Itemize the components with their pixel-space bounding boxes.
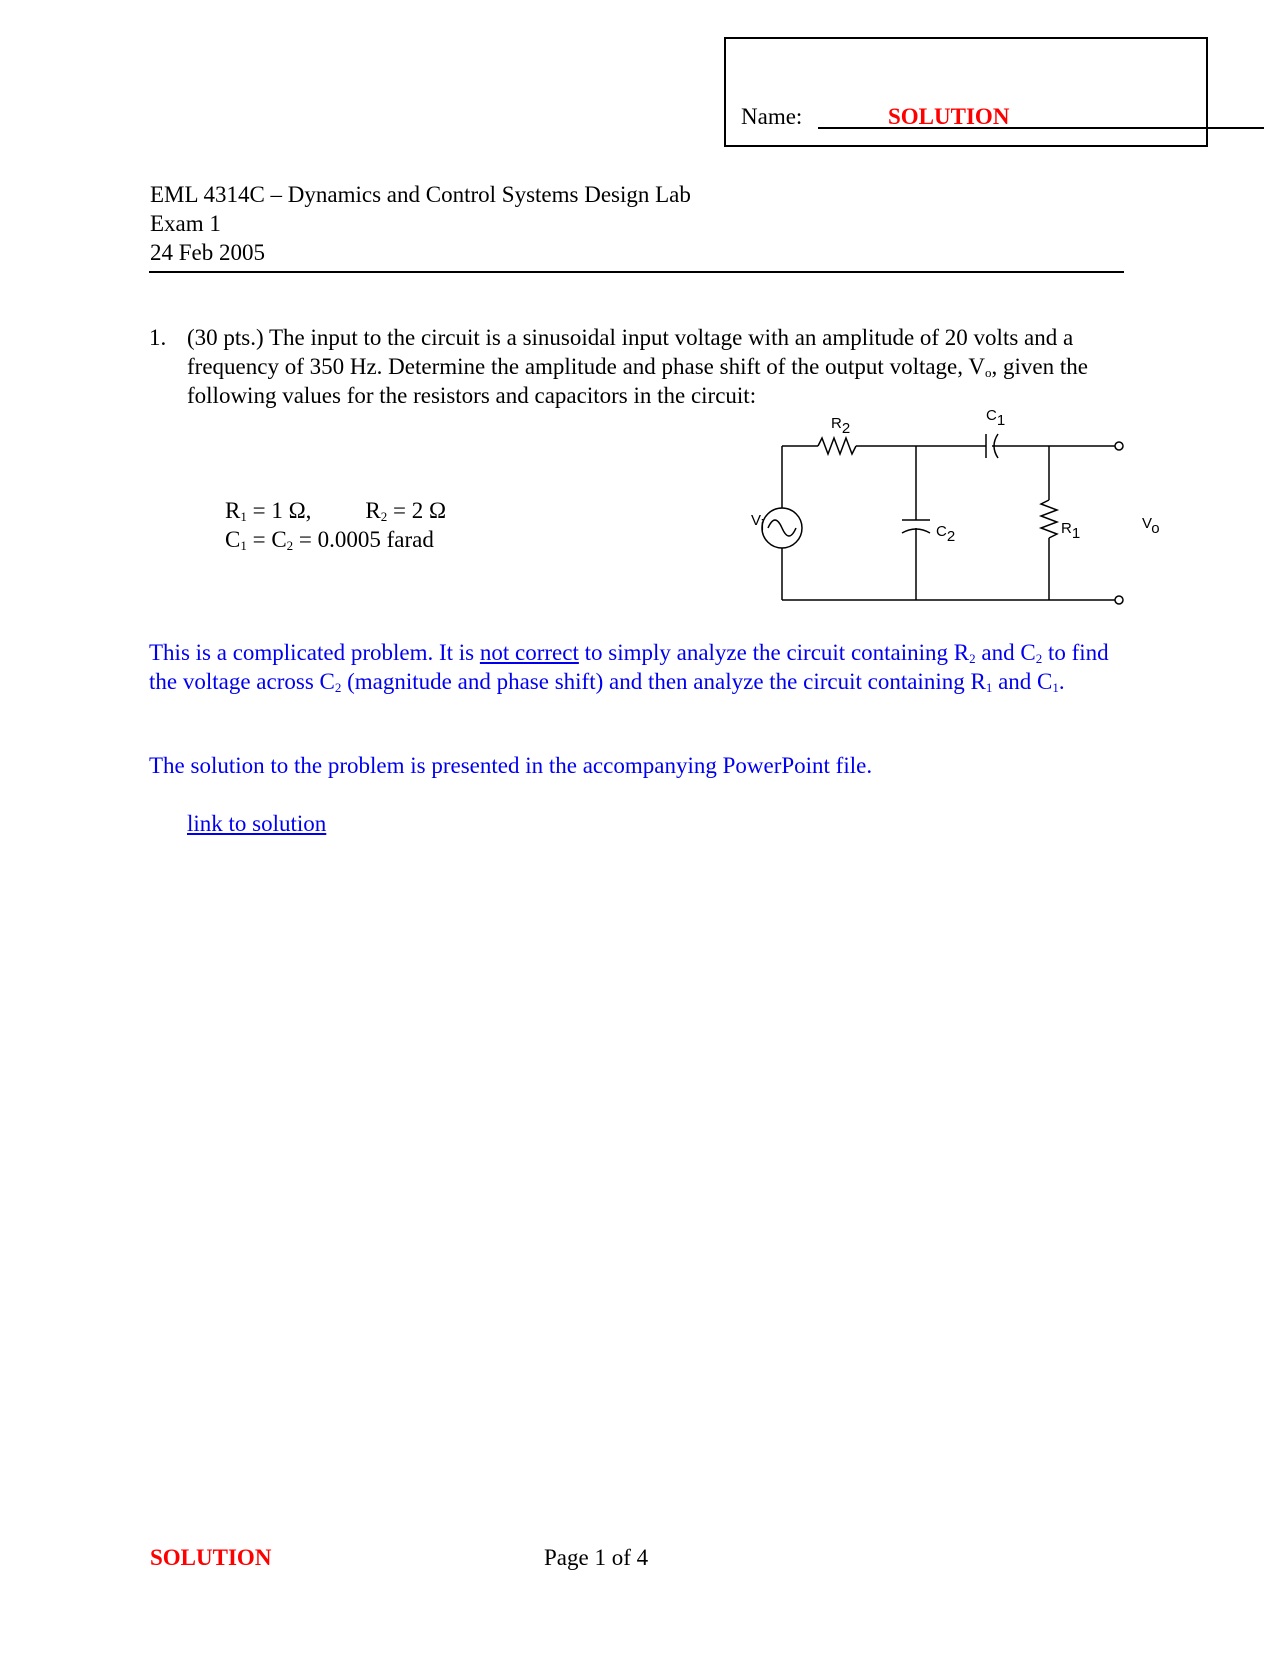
note-sub-4: 1 (985, 680, 993, 695)
capacitor-value: = 0.0005 farad (293, 527, 434, 552)
question-text-b: , given the following values for the resistors and capacitors in the circuit: (187, 354, 1088, 408)
note-text-c: and C (975, 640, 1036, 665)
name-label: Name: (741, 104, 803, 129)
r2-symbol: R (365, 498, 381, 523)
vi-label: Vi (751, 512, 765, 534)
note-sub-3: 2 (334, 680, 342, 695)
header-rule (149, 271, 1124, 273)
output-terminal-bottom (1115, 596, 1123, 604)
name-underline (818, 127, 1264, 129)
resistor-r2 (818, 438, 856, 454)
course-title: EML 4314C – Dynamics and Control Systems Design Lab (150, 182, 691, 207)
question-number: 1. (149, 325, 167, 350)
resistor-values (225, 496, 446, 525)
exam-title: Exam 1 (150, 211, 221, 236)
sine-symbol-icon (768, 520, 796, 536)
capacitor-values (225, 525, 446, 554)
vo-label: Vo (1142, 515, 1160, 537)
solution-note (149, 638, 1109, 696)
note-text-e: (magnitude and phase shift) and then analyze the circuit containing R (341, 669, 986, 694)
c2-label: C2 (936, 523, 956, 545)
note-sub-5: 1 (1052, 680, 1059, 695)
question-text-sub: o (984, 365, 992, 380)
resistor-r1 (1041, 500, 1057, 538)
note-sub-2: 2 (1035, 651, 1043, 666)
component-values (225, 496, 446, 554)
circuit-diagram (730, 400, 1170, 610)
c1-label: C1 (986, 407, 1006, 429)
solution-link[interactable]: link to solution (187, 811, 327, 836)
name-box (724, 37, 1208, 147)
r1-sub: 1 (240, 509, 247, 524)
r2-label: R2 (831, 415, 851, 437)
question-1 (149, 323, 1109, 410)
note-text-d: to find the voltage across C (149, 640, 1109, 694)
note-sub-1: 2 (969, 651, 976, 666)
c1-symbol: C (225, 527, 241, 552)
note-underlined: not correct (479, 640, 579, 665)
r1-label: R1 (1061, 520, 1081, 542)
footer-solution: SOLUTION (150, 1545, 272, 1570)
output-terminal-top (1115, 442, 1123, 450)
page-number: Page 1 of 4 (544, 1545, 649, 1570)
note-text-g: . (1058, 669, 1065, 694)
note-text-b: to simply analyze the circuit containing R (578, 640, 970, 665)
r2-sub: 2 (380, 509, 388, 524)
r1-symbol: R (225, 498, 241, 523)
note-text-f: and C (992, 669, 1053, 694)
c2-sub: 2 (286, 538, 294, 553)
r2-value: = 2 Ω (387, 498, 447, 523)
solution-reference: The solution to the problem is presented in the accompanying PowerPoint file. (149, 753, 873, 778)
question-text (187, 323, 1109, 410)
name-value: SOLUTION (888, 104, 1010, 129)
question-text-a: (30 pts.) The input to the circuit is a sinusoidal input voltage with an amplitude of 20 volts and a frequency of 350 Hz. Determine the amplitude and phase shift of the output voltage, V (187, 325, 1074, 379)
c1-sub: 1 (240, 538, 247, 553)
note-text-a: This is a complicated problem. It is (149, 640, 480, 665)
course-header (150, 180, 691, 267)
c2-symbol: = C (246, 527, 287, 552)
exam-date: 24 Feb 2005 (150, 240, 265, 265)
r1-value: = 1 Ω, (246, 498, 312, 523)
